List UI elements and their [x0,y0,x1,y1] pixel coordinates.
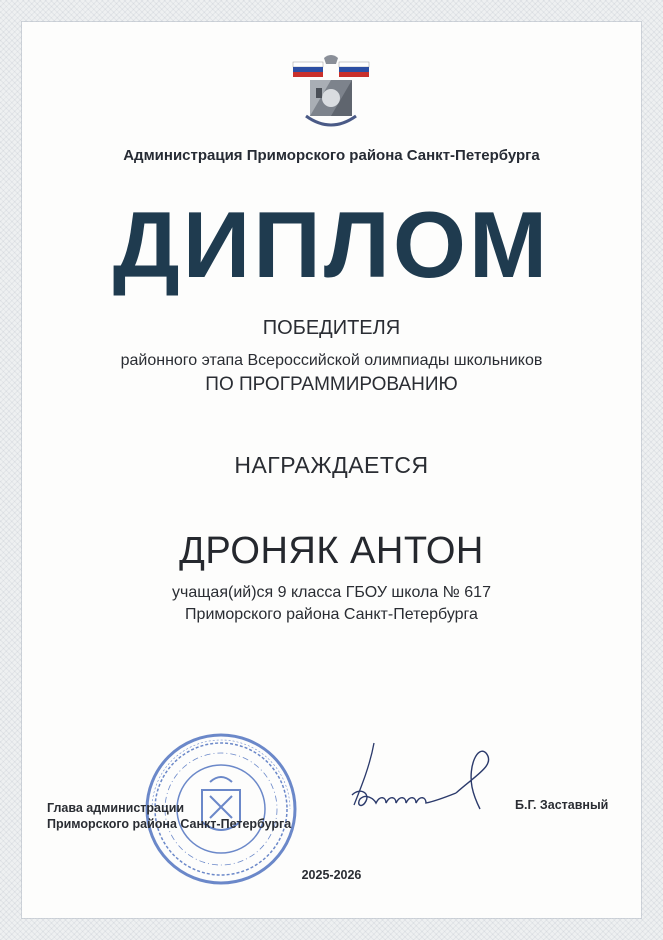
diploma-title: ДИПЛОМ [112,192,551,297]
handwritten-signature-icon [346,735,516,825]
signatory-role-line-2: Приморского района Санкт-Петербурга [47,817,292,831]
student-line: учащая(ий)ся 9 класса ГБОУ школа № 617 [172,584,491,601]
signatory-name: Б.Г. Заставный [515,798,609,812]
academic-years: 2025-2026 [301,868,362,882]
district-line: Приморского района Санкт-Петербурга [185,606,478,623]
olympiad-logo-icon [288,52,374,138]
winner-line: ПОБЕДИТЕЛЯ [262,317,401,339]
subject-line: ПО ПРОГРАММИРОВАНИЮ [205,374,458,395]
awarded-line: НАГРАЖДАЕТСЯ [234,452,429,478]
recipient-name: ДРОНЯК АНТОН [179,530,484,572]
olympiad-stage-line: районного этапа Всероссийской олимпиады школьников [120,352,543,369]
signatory-role-line-1: Глава администрации [47,801,185,815]
administration-header: Администрация Приморского района Санкт-Петербурга [123,147,540,164]
